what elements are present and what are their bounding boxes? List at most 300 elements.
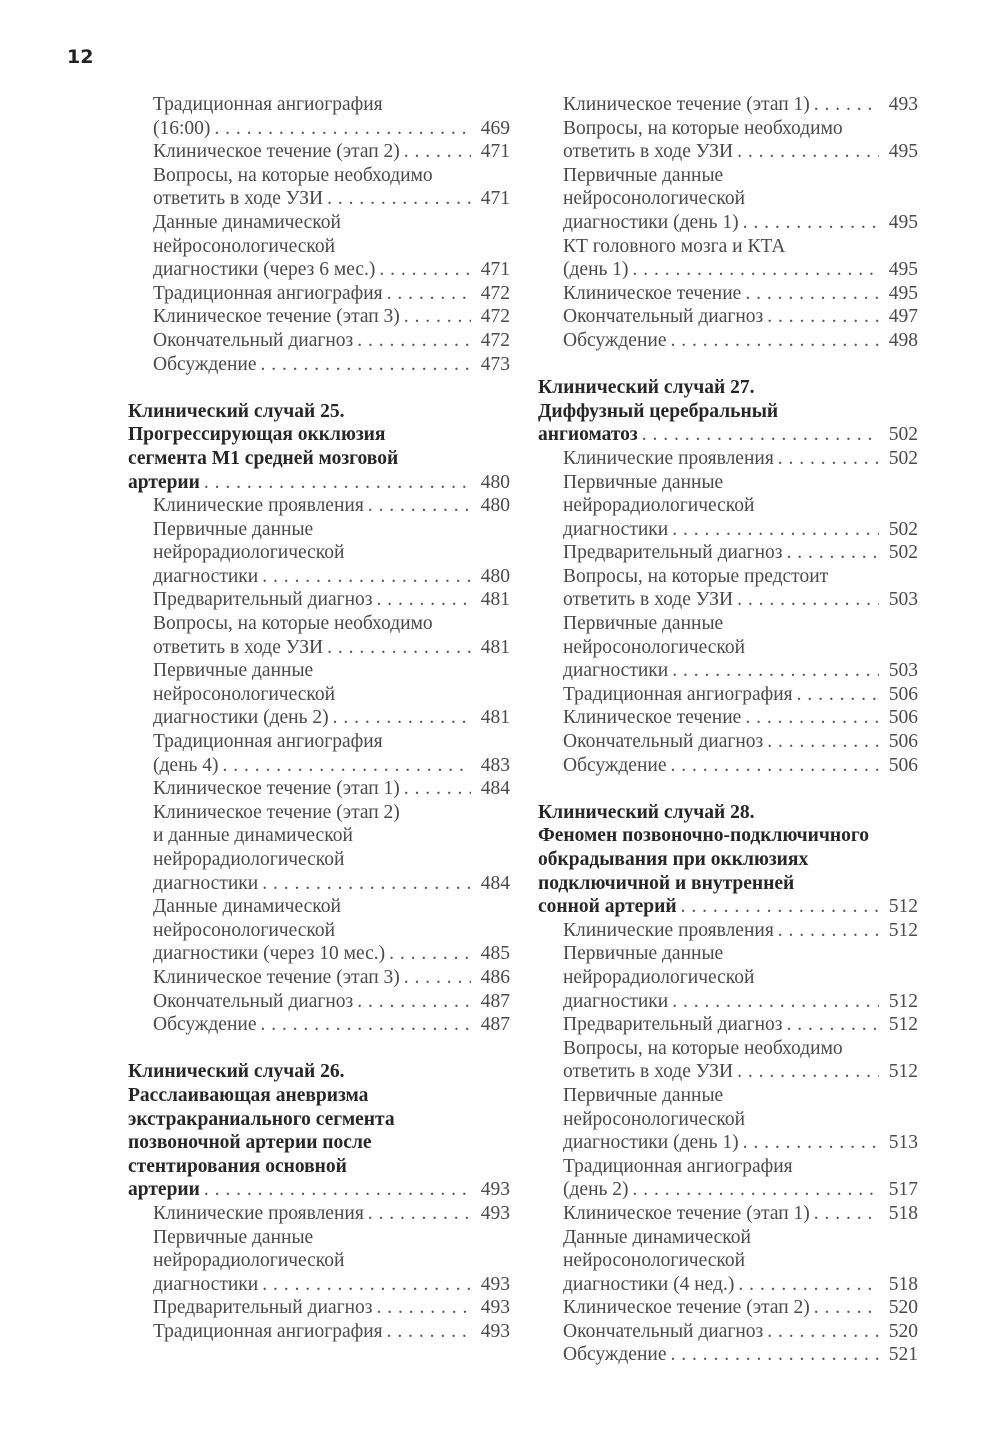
dot-leader [353, 329, 470, 353]
toc-line [563, 1296, 918, 1320]
toc-section-entry [538, 93, 918, 117]
toc-line [128, 1178, 510, 1202]
toc-section-entry [128, 211, 510, 282]
toc-entry-title: диагностики [563, 660, 669, 682]
toc-entry-title: Клинические проявления [153, 495, 364, 517]
dot-leader [733, 588, 879, 612]
toc-entry-title: нейросонологической [563, 188, 746, 210]
toc-entry-title: Феномен позвоночно-подключичного [538, 825, 869, 847]
dot-leader [385, 942, 471, 966]
toc-entry-title: (16:00) [153, 117, 211, 139]
toc-section-entry [128, 140, 510, 164]
toc-page-number: 495 [888, 141, 918, 163]
toc-line [153, 872, 510, 896]
toc-entry-title: Окончательный диагноз [153, 990, 354, 1012]
toc-section-entry [538, 305, 918, 329]
toc-entry-title: и данные динамической [153, 825, 353, 847]
toc-line [128, 1131, 510, 1155]
toc-line [153, 329, 510, 353]
toc-line [563, 588, 918, 612]
toc-section-entry [538, 706, 918, 730]
dot-leader [666, 754, 878, 778]
dot-leader [666, 329, 878, 353]
toc-line [563, 706, 918, 730]
toc-section-entry [538, 1037, 918, 1084]
toc-page-number: 512 [888, 1014, 918, 1036]
dot-leader [329, 706, 471, 730]
toc-line [153, 1249, 510, 1273]
toc-page-number: 503 [888, 589, 918, 611]
toc-entry-title: экстракраниального сегмента [128, 1108, 395, 1130]
toc-entry-title: Традиционная ангиография [153, 1320, 383, 1342]
toc-section-entry [538, 1013, 918, 1037]
toc-line [563, 518, 918, 542]
toc-line [153, 1013, 510, 1037]
dot-leader [400, 305, 471, 329]
toc-entry-title: Окончательный диагноз [563, 731, 764, 753]
toc-entry-title: позвоночной артерии после [128, 1132, 372, 1154]
toc-section-entry [128, 518, 510, 589]
dot-leader [734, 1273, 878, 1297]
toc-line [153, 140, 510, 164]
toc-entry-title: Предварительный диагноз [153, 1297, 373, 1319]
toc-section-entry [538, 235, 918, 282]
toc-entry-title: Расслаивающая аневризма [128, 1084, 369, 1106]
toc-entry-title: Обсуждение [563, 754, 667, 776]
toc-section-entry [538, 117, 918, 164]
toc-entry-title: Клинический случай 25. [128, 400, 345, 422]
toc-entry-title: диагностики (через 6 мес.) [153, 259, 376, 281]
toc-page-number: 498 [888, 329, 918, 351]
toc-page-number: 472 [480, 329, 510, 351]
dot-leader [668, 518, 879, 542]
toc-section-entry [538, 942, 918, 1013]
toc-section-entry [538, 541, 918, 565]
toc-section-entry [128, 1320, 510, 1344]
dot-leader [638, 423, 879, 447]
toc-entry-title: ангиоматоз [538, 424, 638, 446]
toc-page-number: 502 [888, 518, 918, 540]
toc-entry-title: Вопросы, на которые необходимо [153, 164, 433, 186]
toc-line [538, 376, 918, 400]
dot-leader [783, 1013, 879, 1037]
toc-entry-title: диагностики (день 1) [563, 1132, 739, 1154]
toc-line [563, 329, 918, 353]
toc-page-number: 471 [480, 141, 510, 163]
toc-section-entry [128, 966, 510, 990]
toc-line [563, 919, 918, 943]
dot-leader [793, 683, 879, 707]
toc-line [538, 400, 918, 424]
toc-section-entry [128, 164, 510, 211]
toc-page-number: 487 [480, 990, 510, 1012]
toc-section-entry [128, 93, 510, 140]
toc-section-entry [128, 990, 510, 1014]
toc-page-number: 502 [888, 424, 918, 446]
toc-line [153, 942, 510, 966]
toc-line [563, 447, 918, 471]
toc-entry-title: Традиционная ангиография [563, 1155, 793, 1177]
toc-line [563, 211, 918, 235]
toc-entry-title: Обсуждение [153, 1014, 257, 1036]
dot-leader [400, 140, 471, 164]
toc-line [153, 1202, 510, 1226]
toc-page-number: 517 [888, 1179, 918, 1201]
toc-page-number: 506 [888, 731, 918, 753]
toc-line [563, 1226, 918, 1250]
toc-entry-title: ответить в ходе УЗИ [563, 1061, 734, 1083]
toc-section-entry [128, 659, 510, 730]
toc-entry-title: Обсуждение [563, 1344, 667, 1366]
toc-page-number: 520 [888, 1320, 918, 1342]
toc-entry-title: обкрадывания при окклюзиях [538, 849, 809, 870]
toc-page-number: 493 [480, 1297, 510, 1319]
toc-entry-title: диагностики (4 нед.) [563, 1273, 735, 1295]
toc-section-entry [538, 471, 918, 542]
toc-entry-title: Первичные данные [153, 518, 314, 540]
toc-entry-title: Окончательный диагноз [563, 1320, 764, 1342]
toc-entry-title: Клиническое течение (этап 2) [563, 1297, 810, 1319]
toc-line [563, 1155, 918, 1179]
dot-leader [200, 1178, 471, 1202]
toc-section-entry [128, 494, 510, 518]
toc-page-number: 495 [888, 211, 918, 233]
dot-leader [668, 659, 879, 683]
dot-leader [763, 305, 878, 329]
toc-entry-title: Предварительный диагноз [563, 1014, 783, 1036]
toc-page-number: 469 [480, 117, 510, 139]
dot-leader [256, 1013, 470, 1037]
toc-page-number: 502 [888, 447, 918, 469]
toc-entry-title: нейросонологической [563, 1250, 746, 1272]
toc-entry-title: нейросонологической [153, 235, 336, 257]
toc-page-number: 503 [888, 660, 918, 682]
toc-entry-title: Первичные данные [563, 164, 724, 186]
toc-line [153, 565, 510, 589]
dot-leader [739, 211, 879, 235]
toc-entry-title: сегмента М1 средней мозговой [128, 447, 399, 469]
dot-leader [258, 1273, 471, 1297]
dot-leader [810, 1202, 879, 1226]
toc-entry-title: Клиническое течение (этап 2) [153, 801, 400, 823]
toc-line [153, 494, 510, 518]
toc-line [128, 1084, 510, 1108]
toc-entry-title: диагностики [153, 565, 259, 587]
toc-line [563, 659, 918, 683]
toc-page-number: 512 [888, 990, 918, 1012]
toc-page-number: 484 [480, 778, 510, 800]
toc-section-entry [538, 754, 918, 778]
toc-line [563, 1178, 918, 1202]
toc-line [563, 1013, 918, 1037]
dot-leader [810, 93, 879, 117]
dot-leader [256, 353, 470, 377]
toc-page-number: 506 [888, 754, 918, 776]
toc-entry-title: нейрорадиологической [563, 966, 755, 988]
toc-page-number: 472 [480, 282, 510, 304]
dot-leader [323, 636, 471, 660]
toc-line [563, 93, 918, 117]
toc-entry-title: Традиционная ангиография [153, 94, 383, 115]
dot-leader [219, 754, 471, 778]
toc-line [128, 447, 510, 471]
toc-line [563, 235, 918, 259]
toc-line [563, 1108, 918, 1132]
toc-line [153, 93, 510, 117]
toc-line [153, 282, 510, 306]
toc-entry-title: Первичные данные [563, 1084, 724, 1106]
toc-entry-title: Данные динамической [153, 896, 341, 918]
dot-leader [364, 494, 471, 518]
toc-page-number: 518 [888, 1273, 918, 1295]
toc-line [153, 518, 510, 542]
toc-line [563, 164, 918, 188]
toc-entry-title: Клиническое течение (этап 3) [153, 966, 400, 988]
dot-leader [383, 1320, 471, 1344]
toc-page-number: 506 [888, 707, 918, 729]
toc-line [563, 754, 918, 778]
toc-page-number: 512 [888, 896, 918, 918]
dot-leader [733, 140, 879, 164]
toc-line [563, 1249, 918, 1273]
toc-entry-title: Окончательный диагноз [153, 329, 354, 351]
toc-section-entry [538, 919, 918, 943]
toc-page-number: 518 [888, 1202, 918, 1224]
toc-entry-title: Клинический случай 28. [538, 801, 755, 823]
toc-entry-title: нейросонологической [153, 919, 336, 941]
toc-chapter-entry [128, 1060, 510, 1202]
dot-leader [629, 1178, 879, 1202]
dot-leader [763, 1320, 878, 1344]
toc-section-entry [128, 612, 510, 659]
toc-entry-title: нейрорадиологической [153, 542, 345, 564]
toc-section-entry [128, 801, 510, 895]
toc-entry-title: (день 4) [153, 754, 219, 776]
dot-leader [258, 872, 471, 896]
toc-line [563, 494, 918, 518]
dot-leader [200, 471, 471, 495]
toc-line [538, 848, 918, 872]
toc-line [153, 683, 510, 707]
toc-section-entry [538, 730, 918, 754]
dot-leader [774, 447, 879, 471]
dot-leader [810, 1296, 879, 1320]
toc-line [153, 659, 510, 683]
toc-line [153, 1226, 510, 1250]
toc-entry-title: Клиническое течение (этап 1) [563, 1202, 810, 1224]
toc-section-entry [128, 1202, 510, 1226]
toc-entry-title: Клиническое течение [563, 282, 742, 304]
toc-line [153, 235, 510, 259]
dot-leader [677, 895, 879, 919]
toc-line [563, 683, 918, 707]
toc-entry-title: артерии [128, 1179, 200, 1201]
toc-line [153, 164, 510, 188]
toc-line [563, 942, 918, 966]
dot-leader [383, 282, 471, 306]
toc-column-right [538, 93, 918, 1367]
toc-line [563, 258, 918, 282]
toc-entry-title: нейросонологической [563, 636, 746, 658]
toc-page-number: 471 [480, 259, 510, 281]
toc-section-entry [538, 329, 918, 353]
dot-leader [210, 117, 470, 141]
dot-leader [739, 1131, 879, 1155]
toc-line [538, 801, 918, 825]
toc-line [538, 423, 918, 447]
toc-page-number: 493 [888, 94, 918, 115]
toc-line [153, 541, 510, 565]
dot-leader [741, 282, 878, 306]
toc-entry-title: Клиническое течение (этап 3) [153, 306, 400, 328]
toc-entry-title: Клинические проявления [153, 1202, 364, 1224]
toc-line [563, 1320, 918, 1344]
toc-line [153, 824, 510, 848]
toc-section-entry [538, 1202, 918, 1226]
toc-chapter-entry [538, 801, 918, 919]
toc-section-entry [538, 1296, 918, 1320]
toc-line [153, 588, 510, 612]
toc-section-entry [538, 447, 918, 471]
toc-section-entry [538, 282, 918, 306]
toc-entry-title: диагностики [563, 990, 669, 1012]
toc-line [153, 848, 510, 872]
toc-line [153, 801, 510, 825]
toc-entry-title: Традиционная ангиография [153, 731, 383, 753]
toc-line [563, 305, 918, 329]
toc-line [153, 706, 510, 730]
toc-entry-title: Первичные данные [153, 1226, 314, 1248]
toc-page-number: 481 [480, 636, 510, 658]
toc-section-entry [538, 1084, 918, 1155]
dot-leader [375, 258, 470, 282]
toc-line [563, 1343, 918, 1367]
page-number: 12 [67, 46, 94, 68]
dot-leader [783, 541, 879, 565]
toc-section-entry [128, 305, 510, 329]
toc-page-number: 513 [888, 1132, 918, 1154]
toc-entry-title: Традиционная ангиография [563, 683, 793, 705]
toc-entry-title: Вопросы, на которые необходимо [153, 613, 433, 635]
toc-entry-title: артерии [128, 471, 200, 493]
toc-line [128, 471, 510, 495]
toc-entry-title: ответить в ходе УЗИ [153, 188, 324, 210]
toc-page-number: 520 [888, 1297, 918, 1319]
dot-leader [373, 1296, 471, 1320]
toc-section-entry [538, 683, 918, 707]
toc-line [563, 1037, 918, 1061]
toc-line [563, 117, 918, 141]
toc-line [538, 824, 918, 848]
toc-line [563, 990, 918, 1014]
toc-line [128, 400, 510, 424]
toc-entry-title: Клинические проявления [563, 447, 774, 469]
toc-entry-title: ответить в ходе УЗИ [563, 141, 734, 163]
toc-section-entry [128, 895, 510, 966]
toc-line [563, 730, 918, 754]
toc-line [153, 1320, 510, 1344]
toc-section-entry [128, 329, 510, 353]
toc-line [563, 471, 918, 495]
toc-line [563, 282, 918, 306]
toc-section-entry [538, 164, 918, 235]
toc-line [563, 541, 918, 565]
toc-line [153, 612, 510, 636]
toc-section-entry [538, 1343, 918, 1367]
dot-leader [364, 1202, 471, 1226]
toc-entry-title: Первичные данные [153, 660, 314, 682]
toc-section-entry [128, 1226, 510, 1297]
toc-line [128, 1108, 510, 1132]
toc-line [538, 895, 918, 919]
toc-line [563, 1273, 918, 1297]
toc-entry-title: диагностики (через 10 мес.) [153, 943, 386, 965]
toc-page-number: 493 [480, 1273, 510, 1295]
toc-entry-title: Диффузный церебральный [538, 400, 779, 422]
toc-entry-title: сонной артерий [538, 896, 677, 918]
toc-entry-title: Первичные данные [563, 471, 724, 493]
toc-line [153, 636, 510, 660]
toc-page-number: 495 [888, 282, 918, 304]
toc-line [153, 1273, 510, 1297]
toc-page-number: 493 [480, 1179, 510, 1201]
toc-column-left [128, 93, 510, 1343]
toc-section-entry [128, 588, 510, 612]
toc-line [153, 211, 510, 235]
toc-line [563, 1202, 918, 1226]
toc-line [563, 1131, 918, 1155]
toc-entry-title: КТ головного мозга и КТА [563, 235, 786, 257]
toc-line [563, 636, 918, 660]
toc-section-entry [538, 1320, 918, 1344]
dot-leader [373, 588, 471, 612]
dot-leader [763, 730, 878, 754]
toc-entry-title: (день 2) [563, 1179, 629, 1201]
toc-entry-title: нейрорадиологической [563, 495, 755, 517]
toc-line [538, 872, 918, 896]
toc-line [153, 990, 510, 1014]
toc-page-number: 497 [888, 306, 918, 328]
dot-leader [629, 258, 879, 282]
toc-page-number: 493 [480, 1202, 510, 1224]
toc-line [563, 1084, 918, 1108]
toc-entry-title: Клиническое течение (этап 1) [153, 778, 400, 800]
toc-page-number: 483 [480, 754, 510, 776]
toc-page-number: 502 [888, 542, 918, 564]
toc-entry-title: Клинический случай 27. [538, 377, 755, 399]
toc-entry-title: Первичные данные [563, 613, 724, 635]
toc-line [153, 353, 510, 377]
toc-section-entry [128, 777, 510, 801]
toc-entry-title: Предварительный диагноз [153, 589, 373, 611]
toc-entry-title: Вопросы, на которые необходимо [563, 117, 843, 139]
toc-page-number: 493 [480, 1320, 510, 1342]
toc-line [153, 187, 510, 211]
toc-chapter-entry [128, 400, 510, 494]
toc-chapter-entry [538, 376, 918, 447]
toc-entry-title: Вопросы, на которые предстоит [563, 565, 829, 587]
dot-leader [741, 706, 878, 730]
toc-entry-title: подключичной и внутренней [538, 872, 795, 894]
toc-page-number: 487 [480, 1014, 510, 1036]
toc-section-entry [538, 1155, 918, 1202]
toc-page-number: 481 [480, 707, 510, 729]
dot-leader [400, 966, 471, 990]
toc-page-number: 473 [480, 353, 510, 375]
toc-line [153, 730, 510, 754]
toc-entry-title: Прогрессирующая окклюзия [128, 424, 386, 446]
toc-line [128, 1060, 510, 1084]
